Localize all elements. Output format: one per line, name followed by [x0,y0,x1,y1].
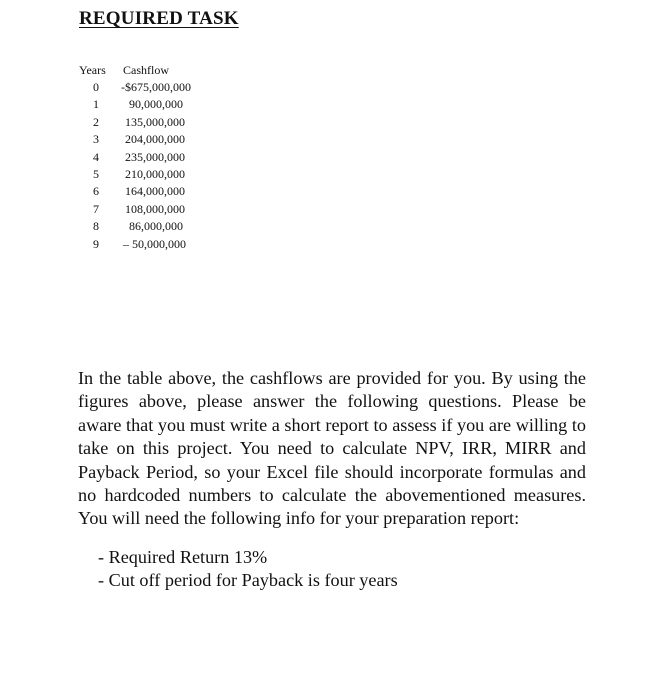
table-row [79,114,191,131]
year-cell: 2 [93,114,99,129]
year-cell: 8 [93,219,99,234]
cashflow-cell: 90,000,000 [129,97,183,112]
page-title: REQUIRED TASK [79,8,239,29]
list-item: - Required Return 13% [98,547,268,567]
cashflow-table [79,62,191,253]
table-row [79,201,191,218]
cashflow-cell: 164,000,000 [125,184,185,199]
year-cell: 7 [93,201,99,216]
table-row [79,183,191,200]
year-cell: 9 [93,236,99,251]
table-row [79,149,191,166]
table-row [79,218,191,235]
table-row [79,236,191,253]
cashflow-cell: 135,000,000 [125,114,185,129]
cashflow-cell: 204,000,000 [125,132,185,147]
column-header-cashflow: Cashflow [123,63,169,77]
year-cell: 0 [93,80,99,94]
cashflow-cell: – 50,000,000 [123,236,186,251]
table-row [79,131,191,148]
cashflow-cell: 86,000,000 [129,219,183,234]
cashflow-cell: 210,000,000 [125,167,185,182]
year-cell: 4 [93,149,99,164]
year-cell: 1 [93,97,99,112]
list-item: - Cut off period for Payback is four years [98,570,398,591]
table-row [79,96,191,113]
column-header-years: Years [79,63,106,77]
year-cell: 6 [93,184,99,199]
cashflow-cell: 235,000,000 [125,149,185,164]
required-info-list [98,546,398,593]
table-header-row [79,62,191,79]
cashflow-cell: 108,000,000 [125,201,185,216]
year-cell: 3 [93,132,99,147]
cashflow-cell: -$675,000,000 [121,80,191,94]
instructions-paragraph: In the table above, the cashflows are provided for you. By using the figures above, please answer the following questions. Please be aware that you must write a short report to assess if you are willing to take on this project. You need to calculate NPV, IRR, MIRR and Payback Period, so your Excel file should incorporate formulas and no hardcoded numbers to calculate the abovementioned measures. You will need the following info for your preparation report: [78,368,586,529]
table-row [79,166,191,183]
table-row [79,79,191,96]
year-cell: 5 [93,167,99,182]
